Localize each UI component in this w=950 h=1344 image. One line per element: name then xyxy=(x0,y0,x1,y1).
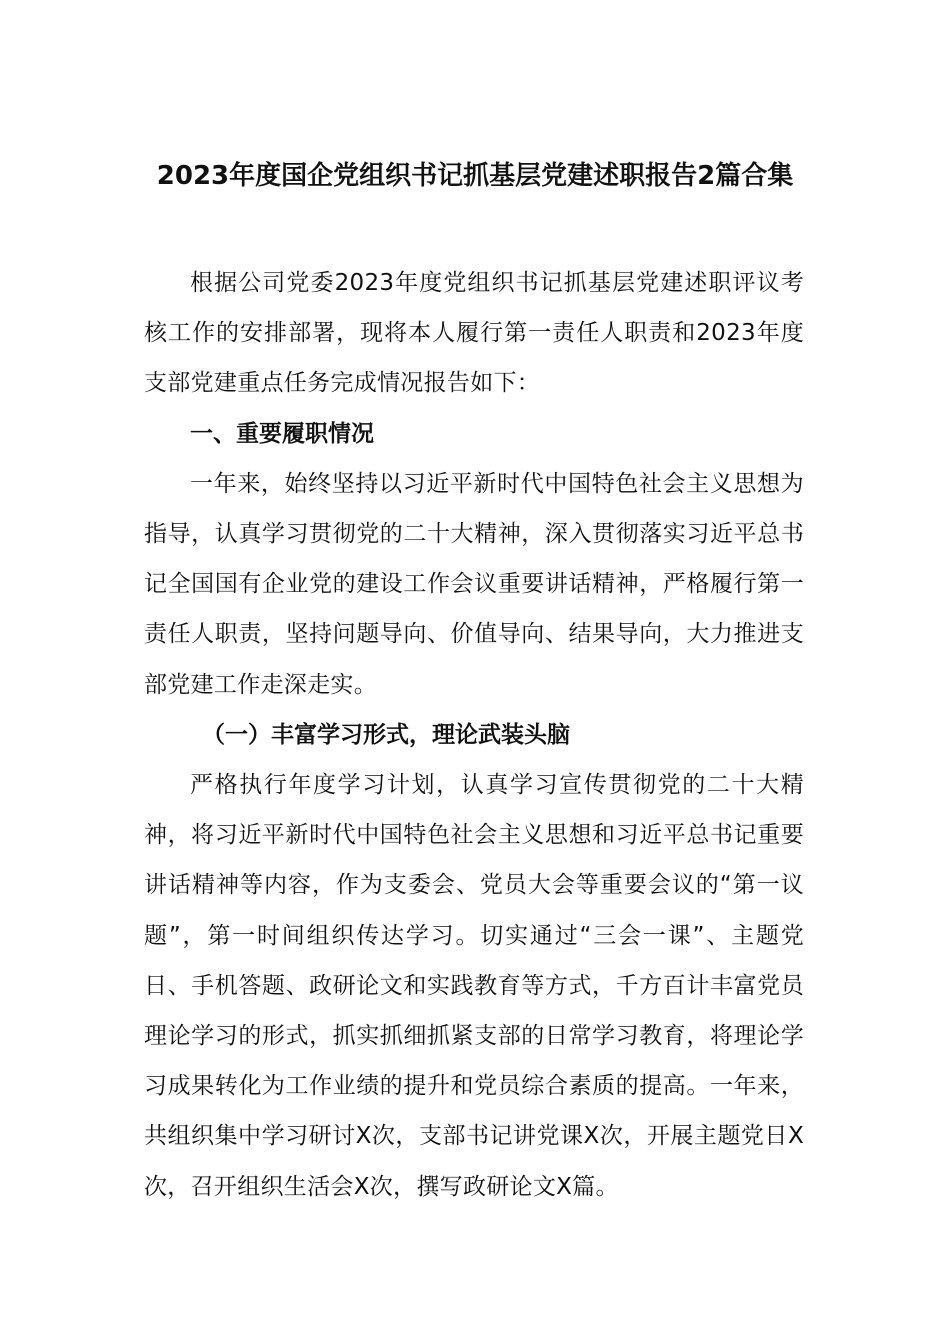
intro-paragraph: 根据公司党委2023年度党组织书记抓基层党建述职评议考核工作的安排部署，现将本人履行第一责任人职责和2023年度支部党建重点任务完成情况报告如下： xyxy=(144,270,804,397)
section-1-paragraph: 一年来，始终坚持以习近平新时代中国特色社会主义思想为指导，认真学习贯彻党的二十大精神，深入贯彻落实习近平总书记全国国有企业党的建设工作会议重要讲话精神，严格履行第一责任人职责，坚持问题导向、价值导向、结果导向，大力推进支部党建工作走深走实。 xyxy=(144,470,804,698)
section-heading-1: 一、重要履职情况 xyxy=(190,420,374,447)
subsection-1-paragraph: 严格执行年度学习计划，认真学习宣传贯彻党的二十大精神，将习近平新时代中国特色社会主义思想和习近平总书记重要讲话精神等内容，作为支委会、党员大会等重要会议的“第一议题”，第一时间组织传达学习。切实通过“三会一课”、主题党日、手机答题、政研论文和实践教育等方式，千方百计丰富党员理论学习的形式，抓实抓细抓紧支部的日常学习教育，将理论学习成果转化为工作业绩的提升和党员综合素质的提高。一年来，共组织集中学习研讨X次，支部书记讲党课X次，开展主题党日X次，召开组织生活会X次，撰写政研论文X篇。 xyxy=(144,772,804,1200)
document-title: 2023年度国企党组织书记抓基层党建述职报告2篇合集 xyxy=(156,161,794,191)
subsection-heading-1: （一）丰富学习形式，理论武装头脑 xyxy=(202,721,570,748)
document-body xyxy=(144,258,804,1212)
